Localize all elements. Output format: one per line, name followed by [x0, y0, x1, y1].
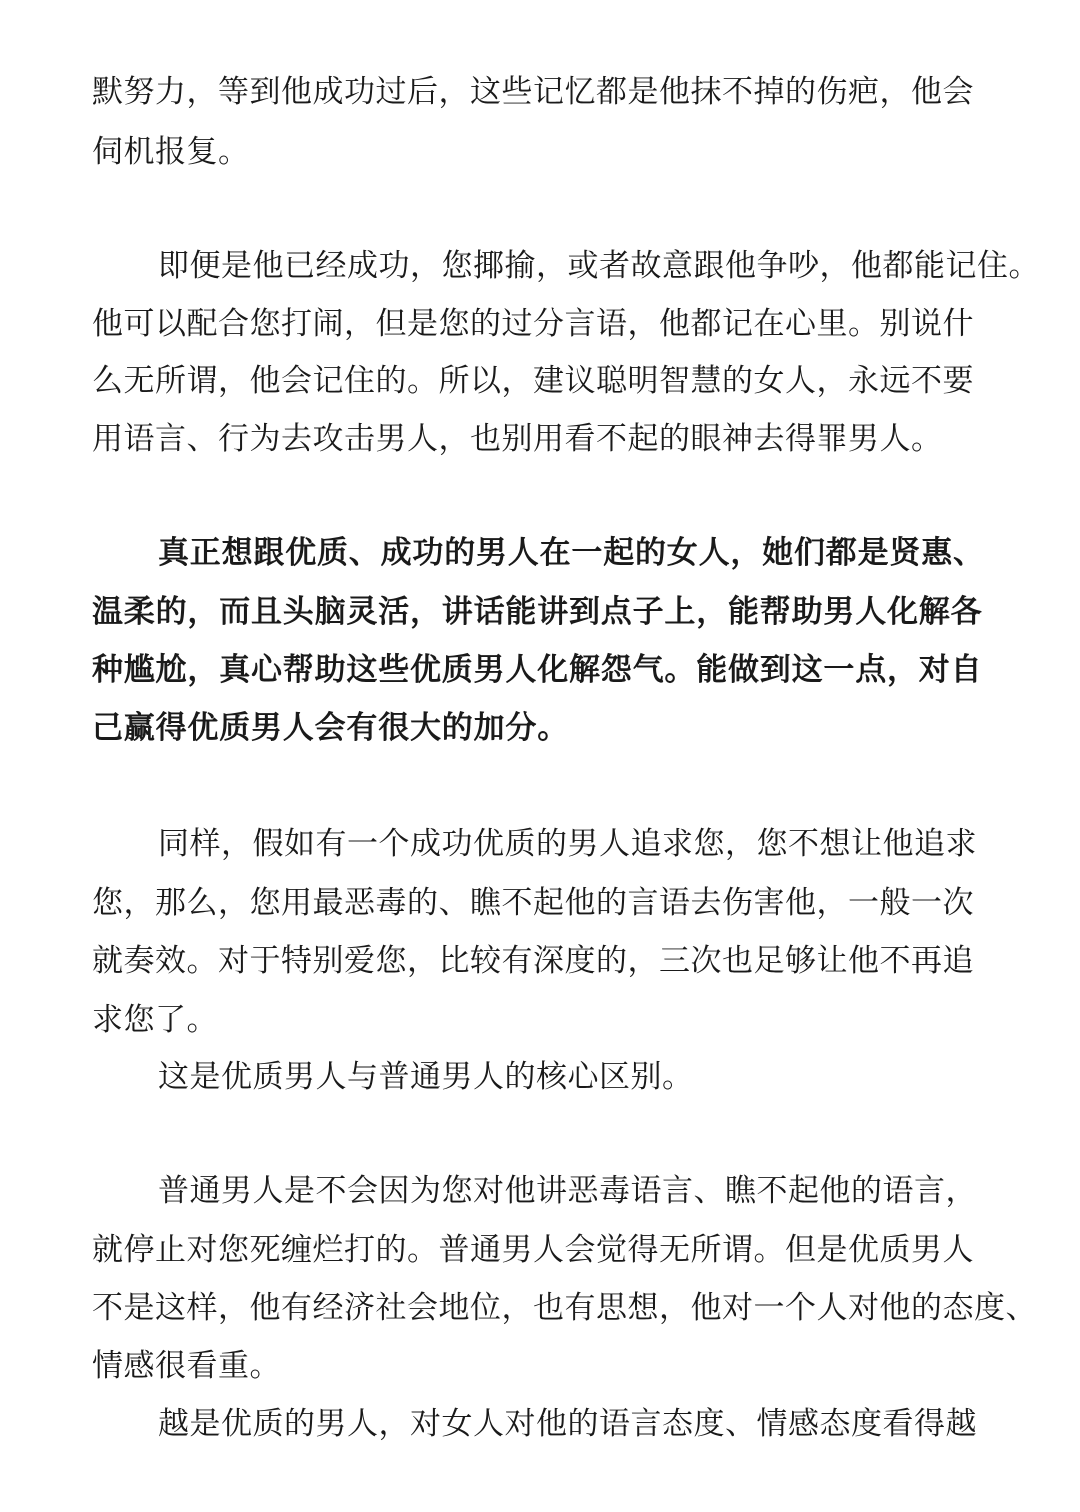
bold-text-line-4: 己赢得优质男人会有很大的加分。 — [92, 710, 569, 746]
text-line-5: 么无所谓，他会记住的。所以，建议聪明智慧的女人，永远不要 — [92, 363, 974, 399]
bold-text-line-2: 温柔的，而且头脑灵活，讲话能讲到点子上，能帮助男人化解各 — [92, 594, 983, 630]
text-line-1: 默努力，等到他成功过后，这些记忆都是他抹不掉的伤疤，他会 — [92, 74, 974, 110]
text-line-14: 不是这样，他有经济社会地位，也有思想，他对一个人对他的态度、 — [92, 1290, 1037, 1326]
text-line-9: 就奏效。对于特别爱您，比较有深度的，三次也足够让他不再追 — [92, 943, 974, 979]
text-line-7: 同样，假如有一个成功优质的男人追求您，您不想让他追求 — [158, 826, 977, 862]
text-line-2: 伺机报复。 — [92, 134, 250, 170]
text-line-4: 他可以配合您打闹，但是您的过分言语，他都记在心里。别说什 — [92, 306, 974, 342]
text-line-15: 情感很看重。 — [92, 1348, 281, 1384]
bold-text-line-1: 真正想跟优质、成功的男人在一起的女人，她们都是贤惠、 — [158, 535, 985, 571]
text-line-8: 您，那么，您用最恶毒的、瞧不起他的言语去伤害他，一般一次 — [92, 885, 974, 921]
text-line-3: 即便是他已经成功，您揶揄，或者故意跟他争吵，他都能记住。 — [158, 248, 1040, 284]
bold-text-line-3: 种尴尬，真心帮助这些优质男人化解怨气。能做到这一点，对自 — [92, 652, 983, 688]
text-line-16: 越是优质的男人，对女人对他的语言态度、情感态度看得越 — [158, 1406, 977, 1442]
text-line-6: 用语言、行为去攻击男人，也别用看不起的眼神去得罪男人。 — [92, 421, 943, 457]
text-line-13: 就停止对您死缠烂打的。普通男人会觉得无所谓。但是优质男人 — [92, 1232, 974, 1268]
text-line-11: 这是优质男人与普通男人的核心区别。 — [158, 1059, 694, 1095]
text-line-10: 求您了。 — [92, 1002, 218, 1038]
text-line-12: 普通男人是不会因为您对他讲恶毒语言、瞧不起他的语言， — [158, 1173, 977, 1209]
